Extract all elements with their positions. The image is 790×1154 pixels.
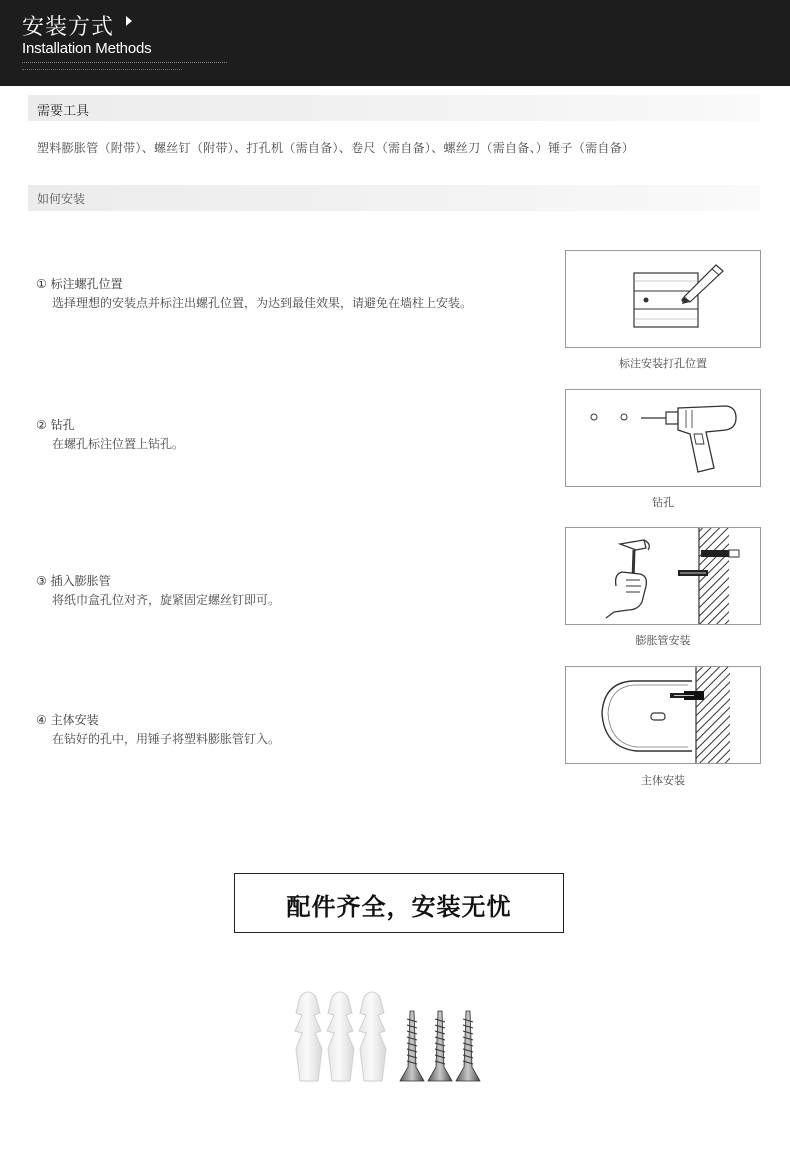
step-4-desc: 在钻好的孔中，用锤子将塑料膨胀管钉入。	[52, 732, 281, 746]
anchors-and-screws-icon	[290, 985, 500, 1085]
tools-list: 塑料膨胀管（附带）、螺丝钉（附带）、打孔机（需自备）、卷尺（需自备）、螺丝刀（需自备、）锤子（需自备）	[37, 141, 635, 155]
step-1-title: ① 标注螺孔位置	[36, 277, 123, 291]
tools-heading-band	[28, 95, 760, 121]
header-divider	[22, 62, 227, 63]
wall-anchor-1	[295, 992, 322, 1081]
dispenser-mount-icon	[566, 667, 760, 763]
step-1-caption: 标注安装打孔位置	[619, 357, 707, 370]
arrow-right-icon	[126, 16, 132, 26]
step-4-title: ④ 主体安装	[36, 713, 99, 727]
header-title-cn: 安装方式	[22, 15, 115, 40]
header-banner	[0, 0, 790, 86]
step-2-figure	[565, 389, 761, 487]
step-3-desc: 将纸巾盒孔位对齐，旋紧固定螺丝钉即可。	[52, 593, 281, 607]
tools-heading: 需要工具	[37, 104, 90, 119]
accessories-image	[290, 985, 500, 1089]
step-4-figure	[565, 666, 761, 764]
wall-anchor-3	[359, 992, 386, 1081]
step-3-title: ③ 插入膨胀管	[36, 574, 111, 588]
slogan-text: 配件齐全，安装无忧	[286, 893, 512, 921]
hammer-icon	[566, 528, 760, 624]
header-divider-short	[22, 69, 182, 70]
step-4-caption: 主体安装	[641, 774, 685, 787]
screw-1	[400, 1011, 424, 1081]
pencil-marking-icon	[566, 251, 760, 347]
step-2-desc: 在螺孔标注位置上钻孔。	[52, 437, 185, 451]
step-2-title: ② 钻孔	[36, 418, 75, 432]
step-2-caption: 钻孔	[652, 496, 674, 509]
step-1-desc: 选择理想的安装点并标注出螺孔位置，为达到最佳效果，请避免在墙柱上安装。	[52, 296, 473, 310]
step-3-figure	[565, 527, 761, 625]
step-1-figure	[565, 250, 761, 348]
step-3-caption: 膨胀管安装	[635, 634, 691, 647]
screw-3	[456, 1011, 480, 1081]
drill-icon	[566, 390, 760, 486]
wall-anchor-2	[327, 992, 354, 1081]
slogan-box	[234, 873, 564, 933]
header-title-en: Installation Methods	[22, 40, 152, 57]
install-heading: 如何安装	[37, 192, 86, 206]
screw-2	[428, 1011, 452, 1081]
install-heading-band	[28, 185, 760, 211]
